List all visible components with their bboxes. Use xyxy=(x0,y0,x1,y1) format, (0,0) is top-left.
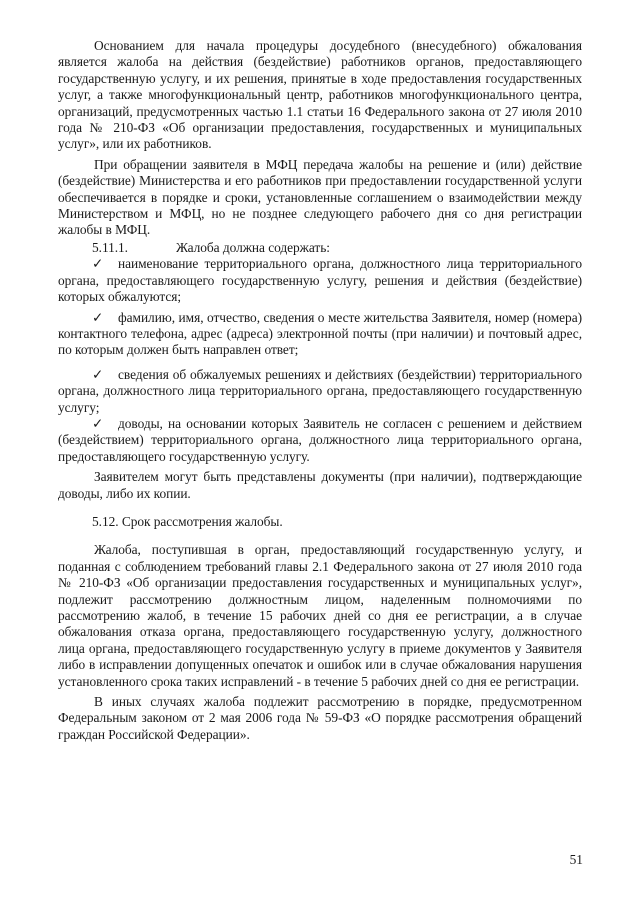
bullet-text: доводы, на основании которых Заявитель не согласен с решением и действием (бездействием) территориального органа, должностного лица территориального органа, предоставляющего государственную услугу. xyxy=(58,415,582,464)
page-number: 51 xyxy=(569,852,583,867)
checkmark-icon: ✓ xyxy=(92,366,104,382)
paragraph-documents: Заявителем могут быть представлены документы (при наличии), подтверждающие доводы, либо их копии. xyxy=(58,469,582,501)
paragraph-review-term: Жалоба, поступившая в орган, предоставляющий государственную услугу, и поданная с соблюдением требований главы 2.1 Федерального закона от 27 июля 2010 года № 210-ФЗ «Об организации предоставления государственных и муниципальных услуг», подлежит рассмотрению должностным лицом, наделенным полномочиями по рассмотрению жалоб, в течение 15 рабочих дней со дня ее регистрации, а в случае обжалования отказа органа, предоставляющего государственную услугу, должностного лица органа, предоставляющего государственную услугу в приеме документов у Заявителя либо в исправлении допущенных опечаток и ошибок или в случае обжалования нарушения установленного срока таких исправлений - в течение 5 рабочих дней со дня ее регистрации. xyxy=(58,542,582,689)
subsection-5-11-1 xyxy=(58,240,582,256)
paragraph-other-cases: В иных случаях жалоба подлежит рассмотрению в порядке, предусмотренном Федеральным законом от 2 мая 2006 года № 59-ФЗ «О порядке рассмотрения обращений граждан Российской Федерации». xyxy=(58,694,582,742)
subsection-number: 5.11.1. xyxy=(92,239,128,255)
subsection-text: Жалоба должна содержать: xyxy=(176,239,330,255)
bullet-text: наименование территориального органа, должностного лица территориального органа, предоставляющего государственную услугу, решения и действия (бездействие) которых обжалуются; xyxy=(58,256,582,305)
paragraph-mfc-transfer: При обращении заявителя в МФЦ передача жалобы на решение и (или) действие (бездействие) Министерства и его работников при предоставлении государственной услуги обеспечивается в порядке и сроки, установленные соглашением о взаимодействии между Министерством и МФЦ, но не позднее следующего рабочего дня со дня регистрации жалобы в МФЦ. xyxy=(58,156,582,238)
checkmark-icon: ✓ xyxy=(92,256,104,272)
list-item-bullet-4 xyxy=(58,416,582,465)
bullet-text: фамилию, имя, отчество, сведения о месте жительства Заявителя, номер (номера) контактного телефона, адрес (адреса) электронной почты (при наличии) и почтовый адрес, по которым должен быть направлен ответ; xyxy=(58,309,582,358)
section-heading-5-12: 5.12. Срок рассмотрения жалобы. xyxy=(92,513,283,529)
checkmark-icon: ✓ xyxy=(92,309,104,325)
list-item-bullet-3 xyxy=(58,367,582,416)
list-item-bullet-2 xyxy=(58,310,582,359)
paragraph-complaint-basis: Основанием для начала процедуры досудебного (внесудебного) обжалования является жалоба на действия (бездействие) работников органов, предоставляющего государственную услугу, и их решения, принятые в ходе предоставления государственных услуг, а также многофункциональный центр, работников многофункционального центра, организаций, предусмотренных частью 1.1 статьи 16 Федерального закона от 27 июля 2010 года № 210-ФЗ «Об организации предоставления, государственных и муниципальных услуг», или их работников. xyxy=(58,38,582,152)
checkmark-icon: ✓ xyxy=(92,415,104,431)
bullet-text: сведения об обжалуемых решениях и действиях (бездействии) территориального органа, должностного лица территориального органа, предоставляющего государственную услугу; xyxy=(58,366,582,415)
document-body xyxy=(58,38,582,743)
list-item-bullet-1 xyxy=(58,256,582,305)
